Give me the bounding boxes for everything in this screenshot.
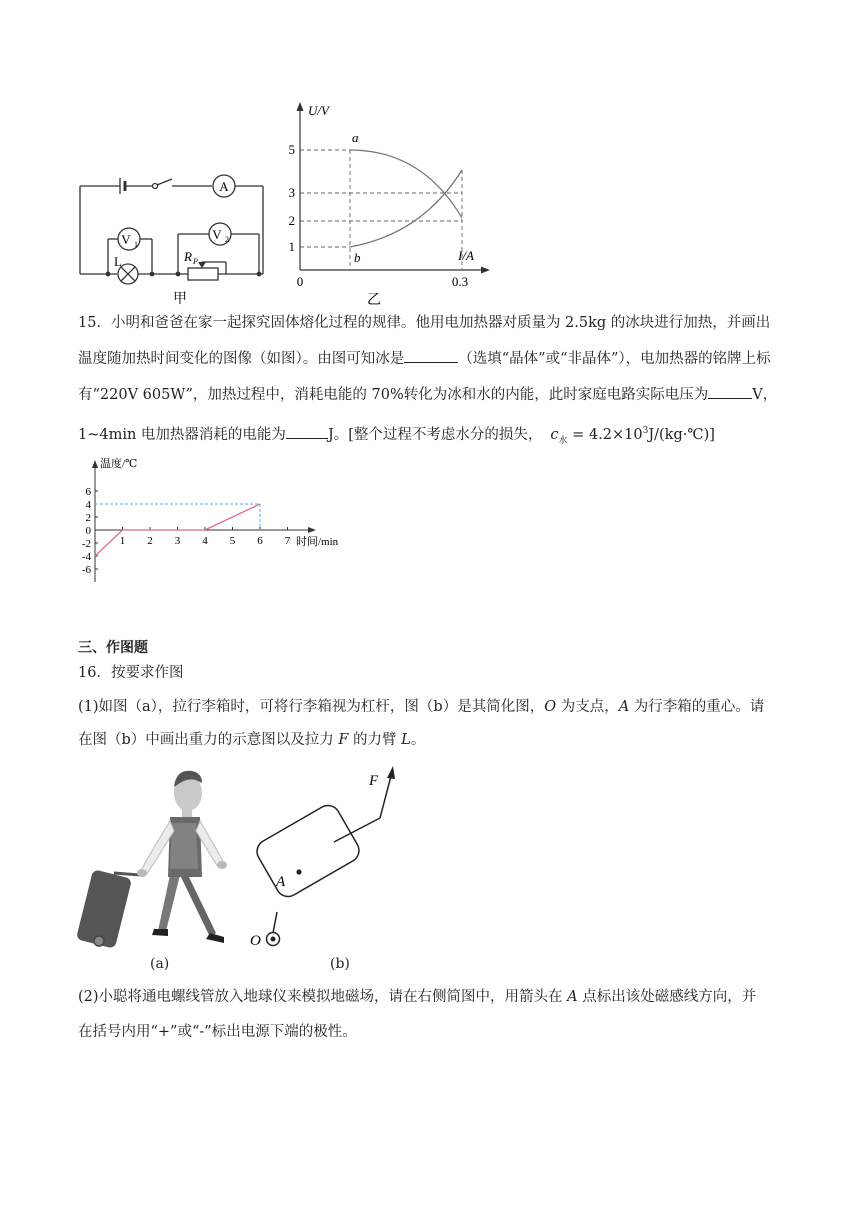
suitcase-lever-diagram xyxy=(242,760,407,950)
x-tick-label: 1 xyxy=(119,535,126,547)
person-pulling-suitcase-illustration xyxy=(74,765,244,975)
lamp-label: L xyxy=(114,254,122,269)
y-tick-label: 0 xyxy=(85,525,91,537)
q16-part1-line1: (1)如图（a），拉行李箱时，可将行李箱视为杠杆，图（b）是其简化图，O 为支点，A 为行李箱的重心。请 xyxy=(78,699,765,715)
voltmeter2-subscript: 2 xyxy=(225,235,229,244)
specific-heat-symbol: c xyxy=(550,426,559,443)
rheostat-label: R xyxy=(184,249,192,264)
rheostat-subscript: P xyxy=(193,257,198,266)
x-tick-label: 2 xyxy=(147,535,153,547)
q16-title: 16．按要求作图 xyxy=(78,665,184,681)
y-tick-label: -2 xyxy=(81,538,91,550)
x-tick-label: 5 xyxy=(229,535,236,547)
figure-jia-caption: 甲 xyxy=(173,292,187,305)
x-tick-label: 4 xyxy=(202,535,208,547)
center-of-mass-a-label: A xyxy=(276,874,286,890)
graph-y-tick: 3 xyxy=(288,185,295,200)
pivot-o-label: O xyxy=(250,933,261,949)
suitcase-icon xyxy=(76,869,140,949)
answer-blank-crystal[interactable] xyxy=(404,350,458,363)
y-tick-label: 2 xyxy=(85,512,91,524)
ammeter-label: A xyxy=(219,179,229,194)
graph-origin: 0 xyxy=(296,274,304,289)
voltmeter1-subscript: 1 xyxy=(134,240,138,249)
answer-blank-energy[interactable] xyxy=(286,426,328,439)
q15-line4: 1~4min 电加热器消耗的电能为 J。[整个过程不考虑水分的损失， $c_水$ = $4.2\times 10^3J/(kg\cdot℃)$] xyxy=(78,426,715,446)
q16-part1-line2: 在图（b）中画出重力的示意图以及拉力 F 的力臂 L。 xyxy=(78,732,426,748)
section-heading: 三、作图题 xyxy=(78,640,148,656)
svg-text:U/V xyxy=(308,103,331,118)
answer-blank-voltage[interactable] xyxy=(708,386,752,399)
graph-y-axis-label: U/V xyxy=(308,103,329,118)
ui-graph xyxy=(282,98,507,308)
graph-y-tick: 5 xyxy=(288,142,295,157)
temperature-time-chart xyxy=(74,452,364,590)
fig-a-caption: (a) xyxy=(150,956,170,972)
chart-x-label: 时间/min xyxy=(296,536,339,548)
point-b-label: b xyxy=(354,250,361,265)
x-tick-label: 7 xyxy=(284,535,291,547)
graph-x-tick: 0.3 xyxy=(451,274,469,289)
figure-yi-caption: 乙 xyxy=(367,293,381,308)
graph-y-tick: 1 xyxy=(288,239,295,254)
fig-b-caption: (b) xyxy=(330,956,350,972)
voltmeter1-label: V xyxy=(121,232,131,247)
q16-part2-line1: (2)小聪将通电螺线管放入地球仪来模拟地磁场，请在右侧简图中，用箭头在 A 点标出该处磁感线方向，并 xyxy=(78,989,757,1005)
q15-line3: 有“220V 605W”，加热过程中，消耗电能的 70%转化为冰和水的内能，此时家庭电路实际电压为 V， xyxy=(78,387,778,403)
point-a-label: a xyxy=(352,130,359,145)
circuit-diagram xyxy=(74,160,274,305)
force-f-label: F xyxy=(369,773,379,789)
y-tick-label: -4 xyxy=(81,551,91,563)
x-tick-label: 6 xyxy=(257,535,263,547)
chart-y-label: 温度/℃ xyxy=(100,458,138,470)
graph-y-tick: 2 xyxy=(288,213,295,228)
x-tick-label: 3 xyxy=(174,535,181,547)
y-tick-label: 6 xyxy=(85,486,91,498)
q16-part2-line2: 在括号内用“+”或“-”标出电源下端的极性。 xyxy=(78,1024,357,1040)
q15-line2: 温度随加热时间变化的图像（如图）。由图可知冰是 （选填“晶体”或“非晶体”），电加热器的铭牌上标 xyxy=(78,351,771,367)
y-tick-label: 4 xyxy=(85,499,91,511)
q15-line1: 15．小明和爸爸在家一起探究固体熔化过程的规律。他用电加热器对质量为 2.5kg 的冰块进行加热，并画出 xyxy=(78,315,771,331)
graph-x-axis-label: I/A xyxy=(458,248,474,263)
voltmeter2-label: V xyxy=(212,227,222,242)
y-tick-label: -6 xyxy=(81,564,91,576)
